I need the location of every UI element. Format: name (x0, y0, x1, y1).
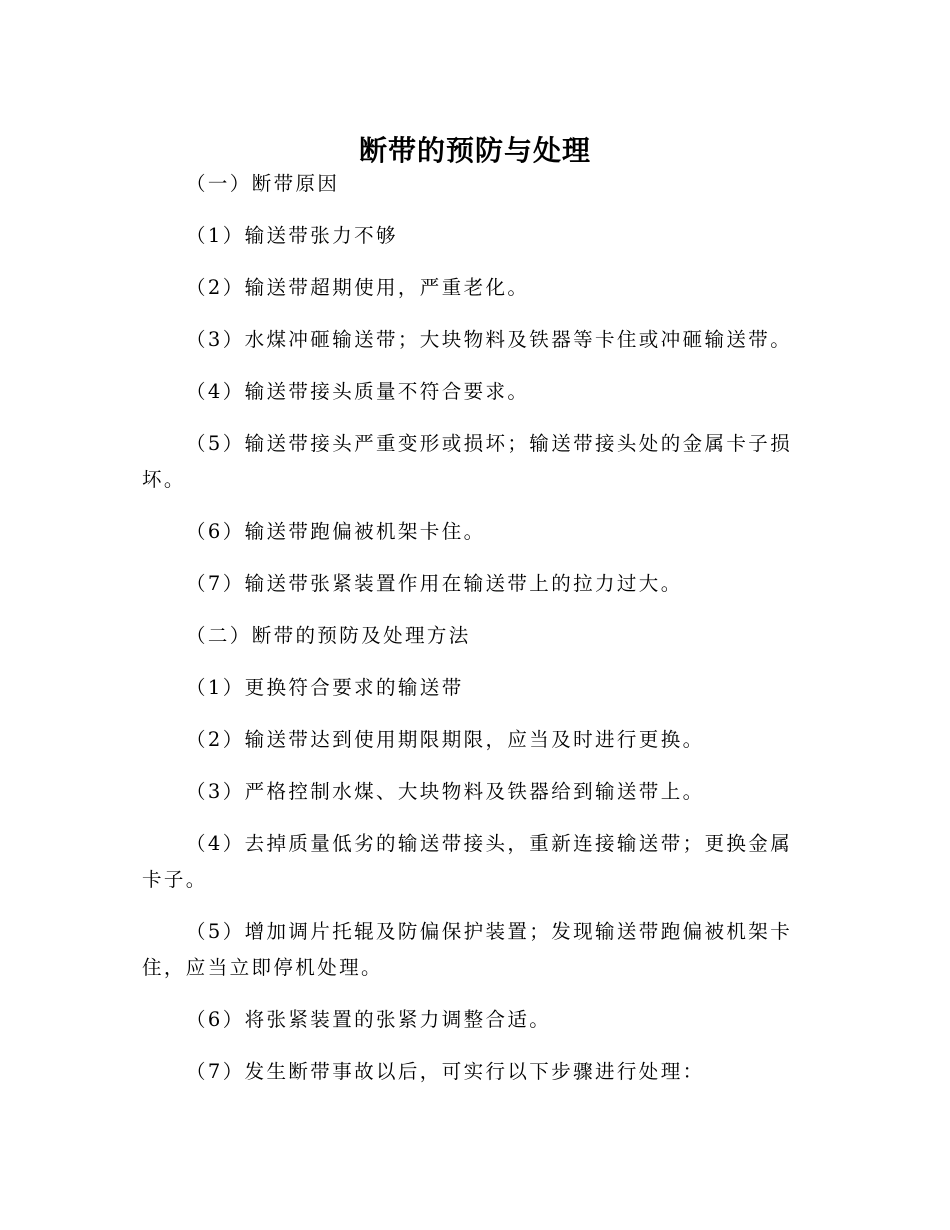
paragraph: （7）输送带张紧装置作用在输送带上的拉力过大。 (186, 572, 683, 595)
paragraph: （2）输送带达到使用期限期限，应当及时进行更换。 (186, 728, 705, 751)
paragraph: （3）严格控制水煤、大块物料及铁器给到输送带上。 (186, 780, 705, 803)
document-title: 断带的预防与处理 (358, 133, 591, 167)
paragraph: （7）发生断带事故以后，可实行以下步骤进行处理： (186, 1060, 705, 1083)
paragraph: （6）将张紧装置的张紧力调整合适。 (186, 1008, 552, 1031)
paragraph: （4）去掉质量低劣的输送带接头，重新连接输送带；更换金属卡子。 (142, 832, 793, 891)
paragraph: （5）输送带接头严重变形或损坏；输送带接头处的金属卡子损坏。 (142, 432, 793, 491)
paragraph: （1）更换符合要求的输送带 (186, 676, 464, 699)
section-heading-causes: （一）断带原因 (186, 172, 340, 195)
paragraph: （3）水煤冲砸输送带；大块物料及铁器等卡住或冲砸输送带。 (186, 328, 793, 351)
paragraph: （4）输送带接头质量不符合要求。 (186, 380, 530, 403)
paragraph: （1）输送带张力不够 (186, 224, 398, 247)
paragraph: （6）输送带跑偏被机架卡住。 (186, 520, 486, 543)
document-body (142, 166, 808, 1106)
section-heading-prevention: （二）断带的预防及处理方法 (186, 624, 471, 647)
paragraph: （2）输送带超期使用，严重老化。 (186, 276, 530, 299)
paragraph: （5）增加调片托辊及防偏保护装置；发现输送带跑偏被机架卡住，应当立即停机处理。 (142, 920, 793, 979)
